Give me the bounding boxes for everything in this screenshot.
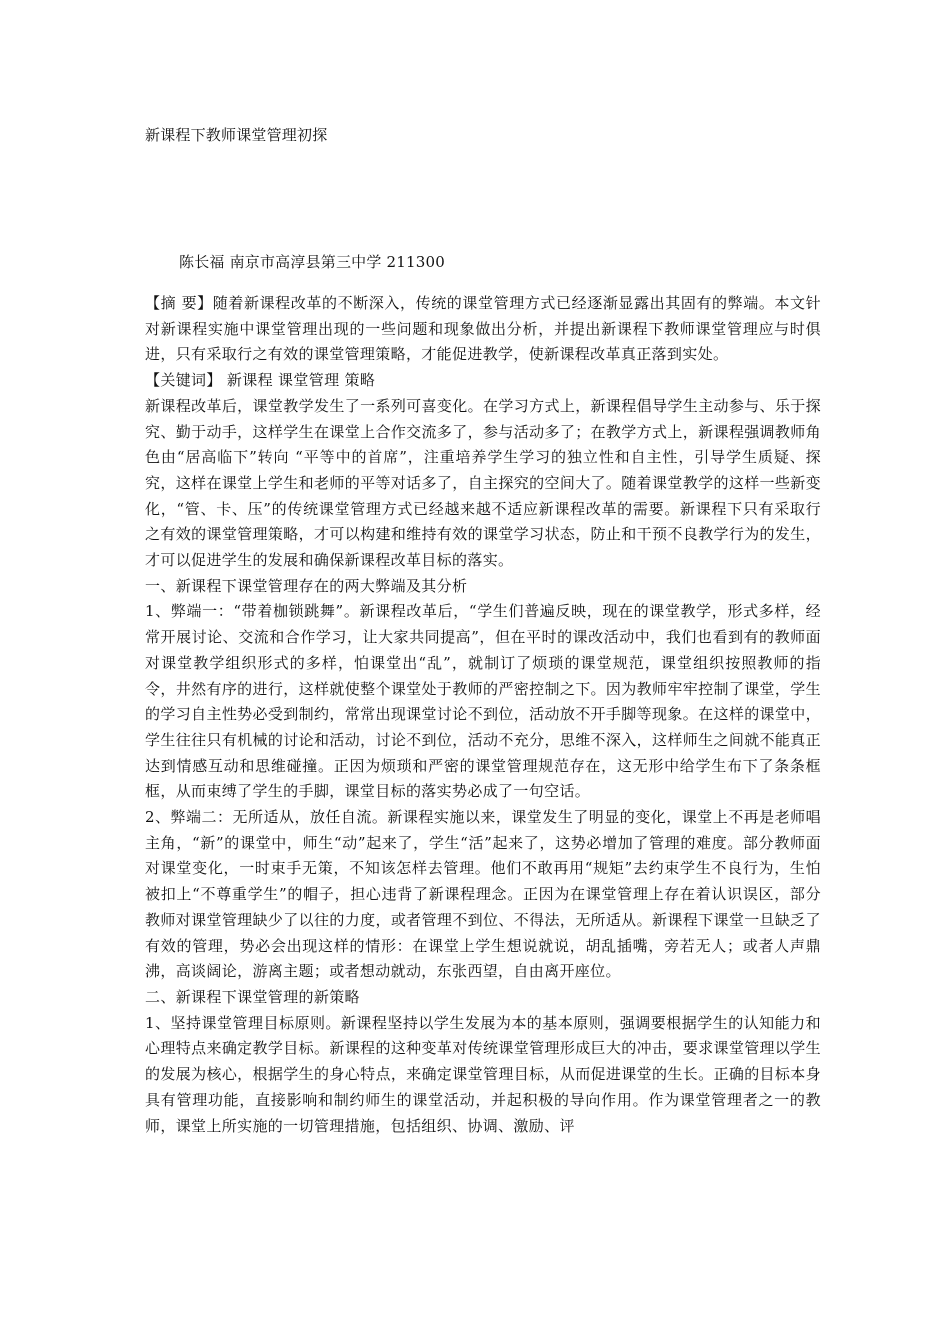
- author-affiliation: 陈长福 南京市高淳县第三中学 211300: [179, 253, 445, 271]
- intro-paragraph: 新课程改革后，课堂教学发生了一系列可喜变化。在学习方式上，新课程倡导学生主动参与、乐于探究、勤于动手，这样学生在课堂上合作交流多了，参与活动多了；在教学方式上，新课程强调教师角色由“居高临下”转向 “平等中的首席”，注重培养学生学习的独立性和自主性，引导学生质疑、探究，这样在课堂上学生和老师的平等对话多了，自主探究的空间大了。随着课堂教学的这样一些新变化，“管、卡、压”的传统课堂管理方式已经越来越不适应新课程改革的需要。新课程下只有采取行之有效的课堂管理策略，才可以构建和维持有效的课堂学习状态，防止和干预不良教学行为的发生，才可以促进学生的发展和确保新课程改革目标的落实。: [145, 396, 821, 570]
- body-paragraph: 2、弊端二：无所适从，放任自流。新课程实施以来，课堂发生了明显的变化，课堂上不再是老师唱主角，“新”的课堂中，师生“动”起来了，学生“活”起来了，这势必增加了管理的难度。部分教师面对课堂变化，一时束手无策，不知该怎样去管理。他们不敢再用“规矩”去约束学生不良行为，生怕被扣上“不尊重学生”的帽子，担心违背了新课程理念。正因为在课堂管理上存在着认识误区，部分教师对课堂管理缺少了以往的力度，或者管理不到位、不得法，无所适从。新课程下课堂一旦缺乏了有效的管理，势必会出现这样的情形：在课堂上学生想说就说，胡乱插嘴，旁若无人；或者人声鼎沸，高谈阔论，游离主题；或者想动就动，东张西望，自由离开座位。: [145, 808, 821, 981]
- abstract-paragraph: 【摘 要】随着新课程改革的不断深入，传统的课堂管理方式已经逐渐显露出其固有的弊端。本文针对新课程实施中课堂管理出现的一些问题和现象做出分析，并提出新课程下教师课堂管理应与时俱进，只有采取行之有效的课堂管理策略，才能促进教学，使新课程改革真正落到实处。: [145, 294, 821, 364]
- keywords-line: 【关键词】 新课程 课堂管理 策略: [145, 371, 376, 390]
- section-heading-2: 二、新课程下课堂管理的新策略: [145, 987, 360, 1006]
- section-heading-1: 一、新课程下课堂管理存在的两大弊端及其分析: [145, 576, 468, 595]
- document-title: 新课程下教师课堂管理初探: [145, 126, 328, 144]
- body-paragraph: 1、坚持课堂管理目标原则。新课程坚持以学生发展为本的基本原则，强调要根据学生的认知能力和心理特点来确定教学目标。新课程的这种变革对传统课堂管理形成巨大的冲击，要求课堂管理以学生的发展为核心，根据学生的身心特点，来确定课堂管理目标，从而促进课堂的生长。正确的目标本身具有管理功能，直接影响和制约师生的课堂活动，并起积极的导向作用。作为课堂管理者之一的教师，课堂上所实施的一切管理措施，包括组织、协调、激励、评: [145, 1013, 821, 1135]
- document-body: [145, 291, 821, 1139]
- body-paragraph: 1、弊端一：“带着枷锁跳舞”。新课程改革后，“学生们普遍反映，现在的课堂教学，形式多样，经常开展讨论、交流和合作学习，让大家共同提高”，但在平时的课改活动中，我们也看到有的教师面对课堂教学组织形式的多样，怕课堂出“乱”，就制订了烦琐的课堂规范，课堂组织按照教师的指令，井然有序的进行，这样就使整个课堂处于教师的严密控制之下。因为教师牢牢控制了课堂，学生的学习自主性势必受到制约，常常出现课堂讨论不到位，活动放不开手脚等现象。在这样的课堂中，学生往往只有机械的讨论和活动，讨论不到位，活动不充分，思维不深入，这样师生之间就不能真正达到情感互动和思维碰撞。正因为烦琐和严密的课堂管理规范存在，这无形中给学生布下了条条框框，从而束缚了学生的手脚，课堂目标的落实势必成了一句空话。: [145, 602, 821, 801]
